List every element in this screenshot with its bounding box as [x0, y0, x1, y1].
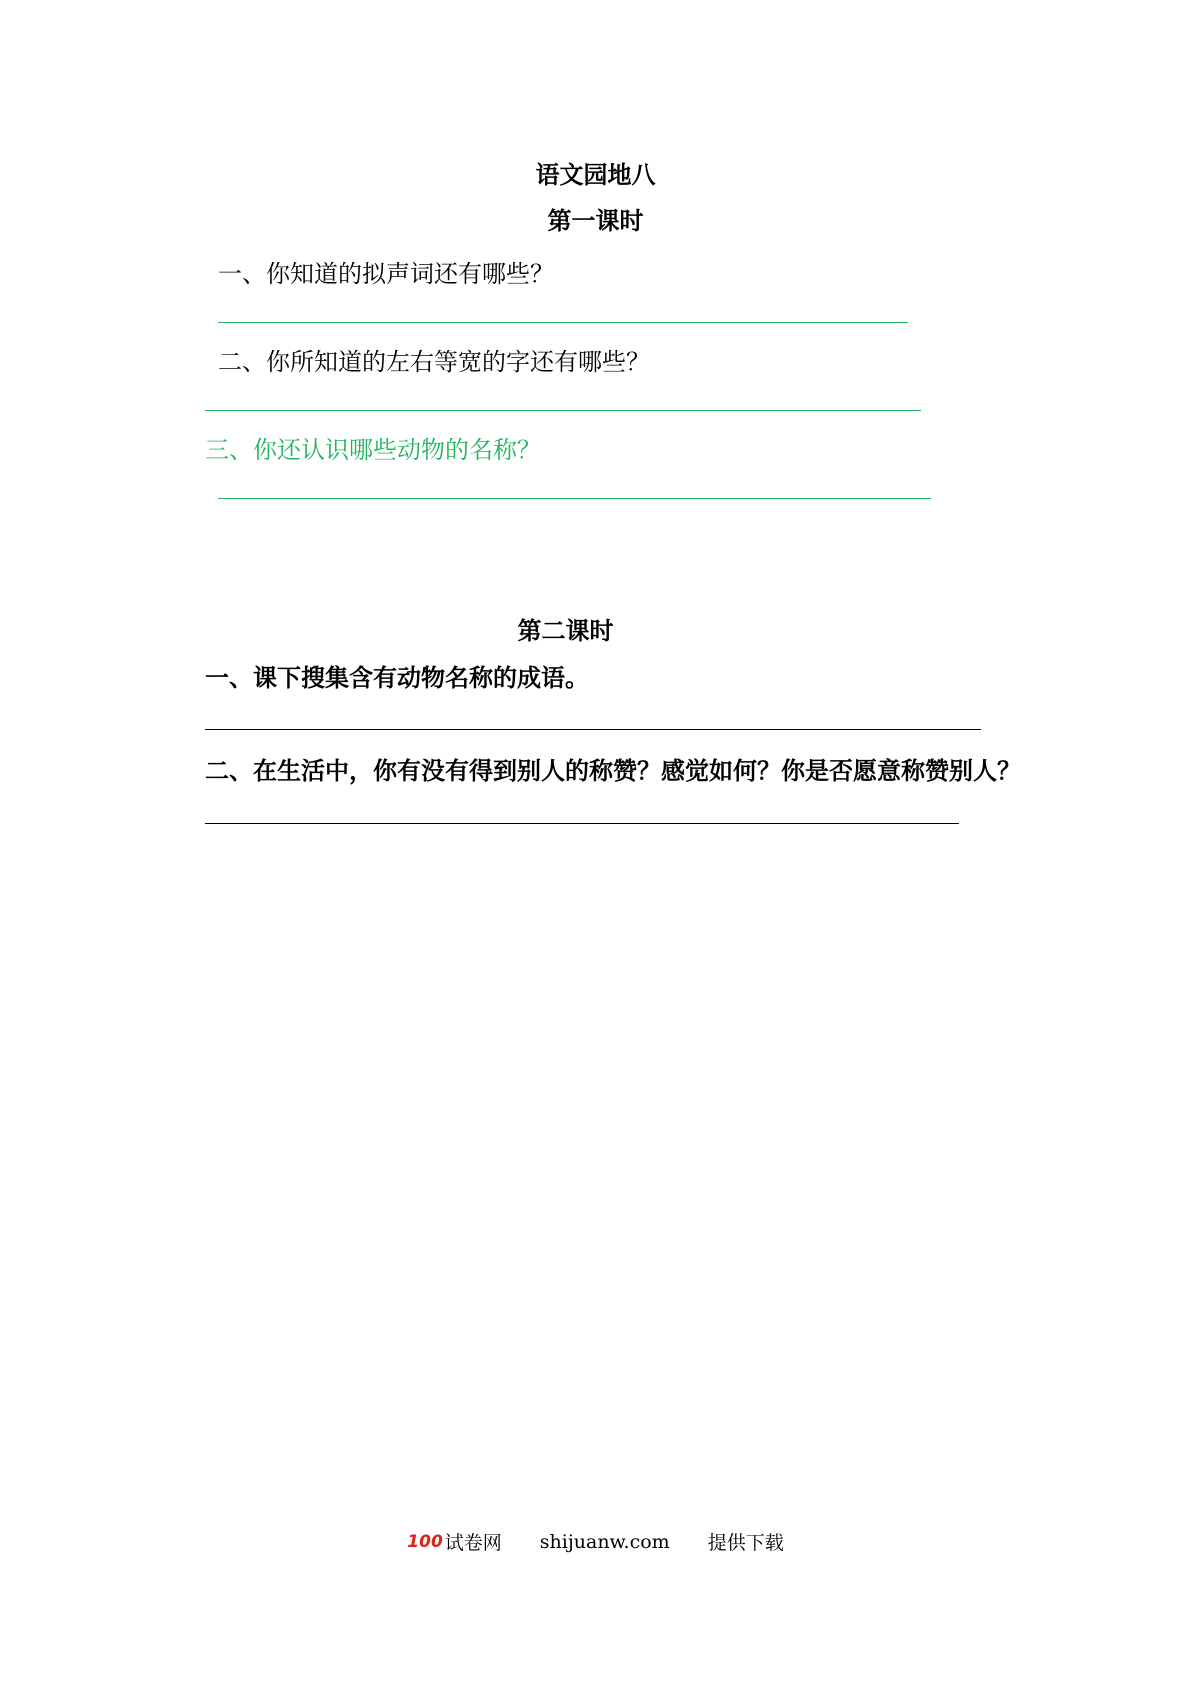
footer-site-name: 试卷网: [444, 1532, 502, 1554]
lesson1-question-3: 三、你还认识哪些动物的名称？: [205, 436, 541, 464]
lesson1-heading: 第一课时: [547, 206, 644, 235]
lesson2-question-2: 二、在生活中，你有没有得到别人的称赞？感觉如何？你是否愿意称赞别人？: [205, 757, 1021, 785]
lesson1-question-1: 一、你知道的拟声词还有哪些？: [218, 260, 554, 288]
footer-domain-link[interactable]: shijuanw.com: [539, 1530, 670, 1553]
footer: [0, 1528, 1191, 1555]
footer-tagline: 提供下载: [707, 1532, 784, 1554]
document-title: 语文园地八: [535, 160, 656, 189]
answer-line-2[interactable]: [205, 410, 921, 411]
answer-line-4[interactable]: [205, 729, 981, 730]
answer-line-5[interactable]: [205, 823, 959, 824]
lesson2-question-1: 一、课下搜集含有动物名称的成语。: [205, 664, 589, 692]
answer-line-1[interactable]: [218, 322, 908, 323]
answer-line-3[interactable]: [218, 498, 931, 499]
logo-icon: 100: [407, 1531, 443, 1552]
lesson1-question-2: 二、你所知道的左右等宽的字还有哪些？: [218, 348, 650, 376]
lesson2-heading: 第二课时: [517, 616, 614, 645]
